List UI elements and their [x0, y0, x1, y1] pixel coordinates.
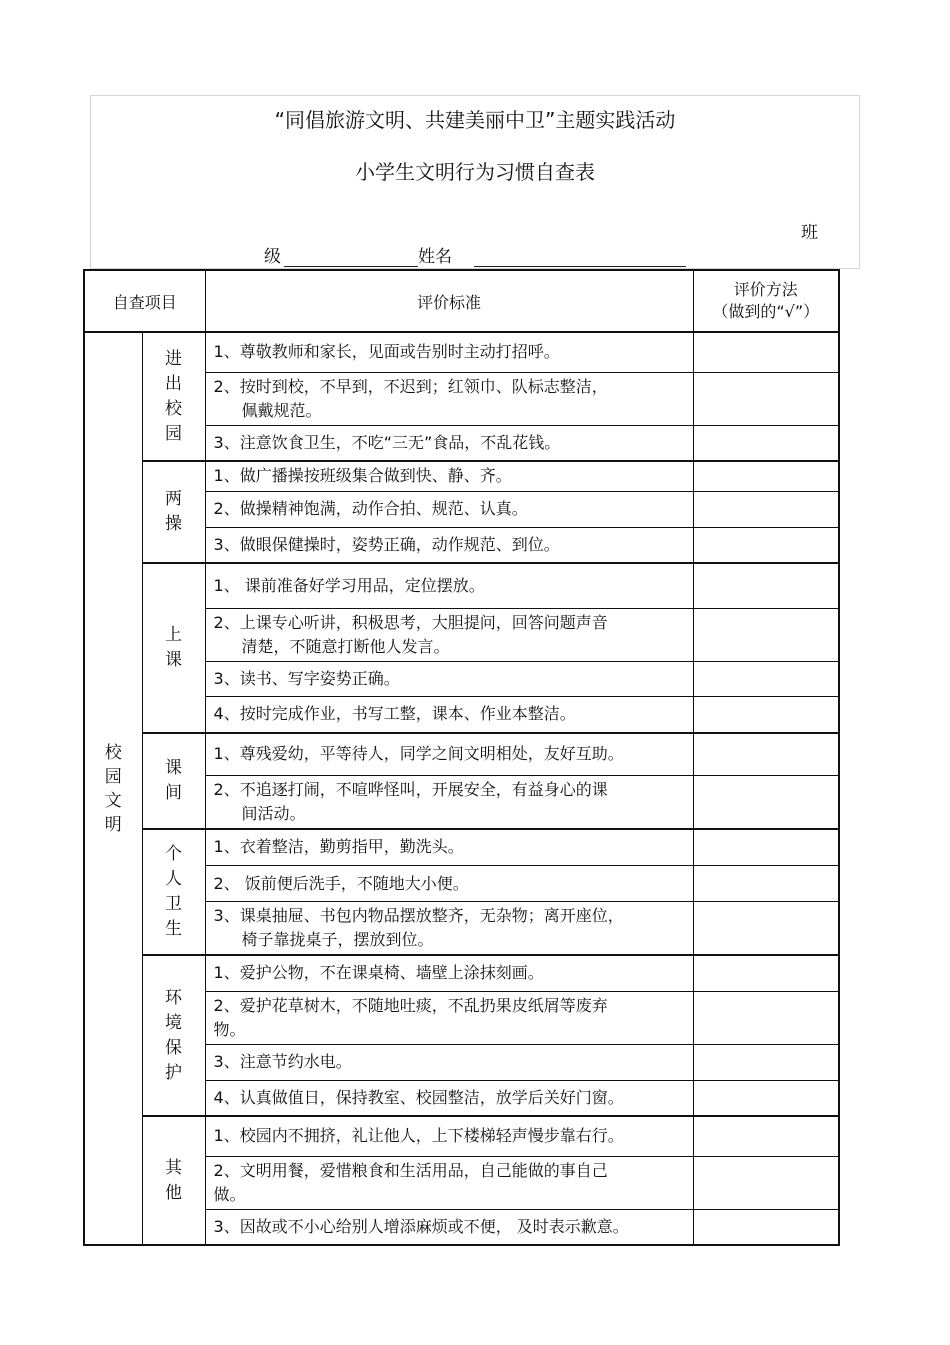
- check-mark-cell[interactable]: [693, 902, 839, 956]
- table-row: [84, 563, 839, 608]
- page-subtitle: 小学生文明行为习惯自查表: [355, 160, 595, 184]
- criterion-cell: [205, 696, 693, 733]
- criterion-text: 1、爱护公物，不在课桌椅、墙壁上涂抹刻画。: [213, 963, 544, 983]
- criterion-cell: [205, 991, 693, 1044]
- table-row: [84, 1116, 839, 1156]
- criterion-cell: [205, 1209, 693, 1245]
- sub-category-char: 操: [165, 514, 182, 534]
- sub-category-cell: [142, 733, 205, 829]
- header-item: 自查项目: [84, 270, 205, 332]
- table-header-row: [84, 270, 839, 332]
- sub-category-char: 环: [165, 987, 182, 1008]
- sub-category-char: 校: [165, 398, 182, 419]
- check-mark-cell[interactable]: [693, 1044, 839, 1080]
- criterion-cell: [205, 661, 693, 696]
- sub-category-char: 间: [165, 782, 182, 803]
- sub-category-char: 护: [165, 1062, 182, 1083]
- criterion-text: 2、 饭前便后洗手，不随地大小便。: [213, 873, 469, 893]
- criterion-cell: [205, 775, 693, 829]
- sub-category-char: 卫: [165, 893, 182, 914]
- big-category-char: 园: [104, 766, 122, 787]
- check-mark-cell[interactable]: [693, 1209, 839, 1245]
- sub-category-char: 园: [165, 423, 182, 444]
- criterion-text: 3、注意节约水电。: [213, 1052, 352, 1071]
- big-category-char: 明: [104, 814, 122, 835]
- class-label-part1: 班: [801, 223, 818, 243]
- criterion-text: 2、不追逐打闹，不喧哗怪叫，开展安全，有益身心的课: [213, 779, 608, 799]
- big-category-cell: [84, 332, 142, 1245]
- sub-category-cell: [142, 461, 205, 563]
- check-mark-cell[interactable]: [693, 829, 839, 866]
- page-title: “同倡旅游文明、共建美丽中卫”主题实践活动: [274, 108, 676, 132]
- criterion-text-continued: 清楚，不随意打断他人发言。: [241, 636, 450, 656]
- table-row: [84, 733, 839, 775]
- criterion-text: 2、做操精神饱满，动作合拍、规范、认真。: [213, 499, 528, 518]
- check-mark-cell[interactable]: [693, 1116, 839, 1156]
- check-mark-cell[interactable]: [693, 661, 839, 696]
- sub-category-char: 其: [165, 1157, 182, 1178]
- check-mark-cell[interactable]: [693, 491, 839, 527]
- sub-category-cell: [142, 563, 205, 733]
- criterion-text: 2、爱护花草树木，不随地吐痰，不乱扔果皮纸屑等废弃: [213, 995, 608, 1015]
- sub-category-char: 他: [165, 1182, 182, 1203]
- sub-category-char: 上: [165, 625, 182, 645]
- check-mark-cell[interactable]: [693, 733, 839, 775]
- sub-category-cell: [142, 332, 205, 461]
- header-standard: 评价标准: [205, 270, 693, 332]
- check-mark-cell[interactable]: [693, 1156, 839, 1209]
- criterion-cell: [205, 332, 693, 372]
- sub-category-cell: [142, 1116, 205, 1245]
- criterion-text: 4、按时完成作业，书写工整，课本、作业本整洁。: [213, 704, 576, 724]
- sub-category-cell: [142, 955, 205, 1116]
- criterion-text-continued: 椅子靠拢桌子，摆放到位。: [241, 930, 434, 949]
- criterion-cell: [205, 829, 693, 866]
- criterion-text: 1、衣着整洁，勤剪指甲，勤洗头。: [213, 837, 464, 857]
- check-mark-cell[interactable]: [693, 425, 839, 461]
- check-mark-cell[interactable]: [693, 372, 839, 425]
- sub-category-char: 出: [165, 373, 182, 394]
- criterion-cell: [205, 1116, 693, 1156]
- self-check-table: [83, 269, 840, 1246]
- big-category-char: 校: [104, 742, 122, 763]
- check-mark-cell[interactable]: [693, 775, 839, 829]
- sub-category-char: 个: [165, 843, 182, 864]
- table-row: [84, 461, 839, 491]
- check-mark-cell[interactable]: [693, 461, 839, 491]
- sub-category-char: 进: [165, 348, 182, 369]
- criterion-text: 1、做广播操按班级集合做到快、静、齐。: [213, 466, 512, 486]
- criterion-cell: [205, 1080, 693, 1116]
- sub-category-char: 保: [165, 1037, 182, 1058]
- header-method-line2: （做到的“√”）: [712, 302, 820, 321]
- table-row: [84, 332, 839, 372]
- check-mark-cell[interactable]: [693, 563, 839, 608]
- criterion-cell: [205, 955, 693, 991]
- criterion-cell: [205, 461, 693, 491]
- check-mark-cell[interactable]: [693, 991, 839, 1044]
- check-mark-cell[interactable]: [693, 527, 839, 563]
- criterion-text: 3、课桌抽屉、书包内物品摆放整齐，无杂物；离开座位，: [213, 906, 624, 925]
- sub-category-cell: [142, 829, 205, 956]
- table-row: [84, 955, 839, 991]
- criterion-cell: [205, 372, 693, 425]
- criterion-cell: [205, 425, 693, 461]
- criterion-cell: [205, 902, 693, 956]
- sub-category-char: 生: [165, 918, 182, 939]
- header-method: [693, 270, 839, 332]
- criterion-cell: [205, 1044, 693, 1080]
- check-mark-cell[interactable]: [693, 332, 839, 372]
- criterion-text: 1、尊残爱幼，平等待人，同学之间文明相处，友好互助。: [213, 744, 624, 764]
- criterion-text: 2、按时到校，不早到，不迟到；红领巾、队标志整洁，: [213, 376, 608, 396]
- criterion-text: 1、校园内不拥挤，礼让他人，上下楼梯轻声慢步靠右行。: [213, 1126, 624, 1146]
- check-mark-cell[interactable]: [693, 1080, 839, 1116]
- criterion-text: 1、 课前准备好学习用品，定位摆放。: [213, 575, 485, 595]
- check-mark-cell[interactable]: [693, 696, 839, 733]
- criterion-text: 3、因故或不小心给别人增添麻烦或不便， 及时表示歉意。: [213, 1216, 629, 1236]
- criterion-cell: [205, 866, 693, 902]
- criterion-text: 3、读书、写字姿势正确。: [213, 668, 400, 688]
- name-label: 姓名: [418, 247, 452, 267]
- criterion-cell: [205, 608, 693, 661]
- criterion-cell: [205, 733, 693, 775]
- table-row: [84, 829, 839, 866]
- check-mark-cell[interactable]: [693, 608, 839, 661]
- criterion-text: 3、做眼保健操时，姿势正确，动作规范、到位。: [213, 534, 560, 554]
- criterion-cell: [205, 563, 693, 608]
- sub-category-char: 人: [165, 868, 182, 889]
- criterion-text: 1、尊敬教师和家长，见面或告别时主动打招呼。: [213, 342, 560, 362]
- criterion-text: 4、认真做值日，保持教室、校园整洁，放学后关好门窗。: [213, 1087, 624, 1107]
- sub-category-char: 课: [165, 757, 182, 778]
- check-mark-cell[interactable]: [693, 955, 839, 991]
- criterion-text-continued: 佩戴规范。: [241, 400, 322, 420]
- criterion-cell: [205, 527, 693, 563]
- name-blank-line: [474, 266, 686, 267]
- sub-category-char: 两: [165, 489, 182, 509]
- big-category-char: 文: [104, 790, 122, 811]
- criterion-text-continued: 物。: [213, 1019, 246, 1039]
- criterion-cell: [205, 491, 693, 527]
- criterion-text: 2、上课专心听讲，积极思考，大胆提问，回答问题声音: [213, 612, 608, 632]
- sub-category-char: 境: [165, 1012, 182, 1033]
- criterion-text: 2、文明用餐，爱惜粮食和生活用品，自己能做的事自己: [213, 1160, 608, 1180]
- class-blank-line: [284, 266, 418, 267]
- class-label-part2: 级: [264, 247, 281, 267]
- header-method-line1: 评价方法: [733, 280, 798, 299]
- criterion-text-continued: 间活动。: [241, 803, 306, 823]
- criterion-cell: [205, 1156, 693, 1209]
- criterion-text: 3、注意饮食卫生，不吃“三无”食品，不乱花钱。: [213, 432, 561, 452]
- check-mark-cell[interactable]: [693, 866, 839, 902]
- sub-category-char: 课: [165, 650, 182, 670]
- criterion-text-continued: 做。: [213, 1184, 246, 1204]
